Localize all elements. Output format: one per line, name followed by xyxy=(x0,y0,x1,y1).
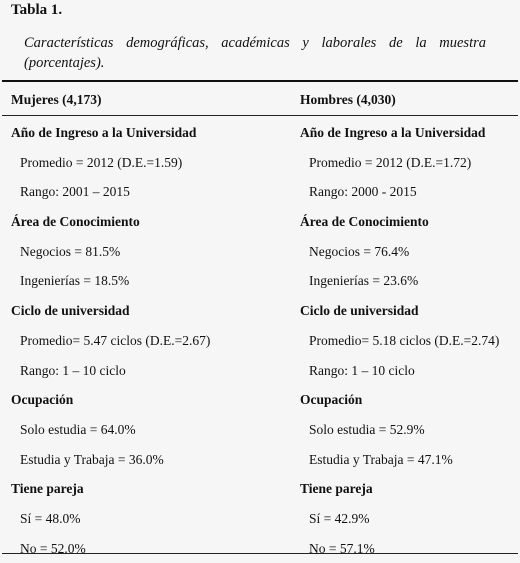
table-cell: Promedio = 2012 (D.E.=1.59) xyxy=(20,154,183,170)
column-header-women: Mujeres (4,173) xyxy=(11,92,102,107)
section-heading: Tiene pareja xyxy=(11,481,84,497)
top-rule xyxy=(2,80,518,82)
bottom-rule xyxy=(2,553,518,554)
column-women xyxy=(11,118,210,563)
section-heading: Año de Ingreso a la Universidad xyxy=(300,125,486,140)
table-cell: Promedio= 5.47 ciclos (D.E.=2.67) xyxy=(20,332,211,348)
table-cell: Estudia y Trabaja = 47.1% xyxy=(309,451,453,467)
table-cell: Rango: 2000 - 2015 xyxy=(309,184,417,200)
table-cell: Rango: 2001 – 2015 xyxy=(20,184,130,200)
table-cell: Solo estudia = 64.0% xyxy=(20,421,136,437)
table-cell: Rango: 1 – 10 ciclo xyxy=(309,362,415,378)
table-cell: Negocios = 81.5% xyxy=(20,243,121,259)
section-heading: Ciclo de universidad xyxy=(11,303,130,319)
section-heading: Tiene pareja xyxy=(300,481,373,497)
table-cell: Estudia y Trabaja = 36.0% xyxy=(20,451,164,467)
table-cell: Sí = 48.0% xyxy=(20,510,81,526)
column-men xyxy=(300,118,499,563)
table-cell: No = 57.1% xyxy=(309,540,375,556)
table-cell: Solo estudia = 52.9% xyxy=(309,421,425,437)
table-cell: No = 52.0% xyxy=(20,540,86,556)
table-cell: Ingenierías = 18.5% xyxy=(20,273,130,289)
table-cell: Ingenierías = 23.6% xyxy=(309,273,419,289)
table-cell: Promedio= 5.18 ciclos (D.E.=2.74) xyxy=(309,332,500,348)
section-heading: Ocupación xyxy=(300,392,363,408)
table-caption: Características demográficas, académicas y laborales de la muestra (porcentajes). xyxy=(24,35,486,71)
section-heading: Ciclo de universidad xyxy=(300,303,419,319)
table-cell: Rango: 1 – 10 ciclo xyxy=(20,362,126,378)
table-cell: Negocios = 76.4% xyxy=(309,243,410,259)
header-rule xyxy=(2,115,518,116)
section-heading: Año de Ingreso a la Universidad xyxy=(11,125,197,140)
section-heading: Área de Conocimiento xyxy=(11,214,140,230)
table-cell: Promedio = 2012 (D.E.=1.72) xyxy=(309,154,472,170)
column-header-men: Hombres (4,030) xyxy=(300,92,396,107)
section-heading: Ocupación xyxy=(11,392,74,408)
section-heading: Área de Conocimiento xyxy=(300,214,429,230)
table-label: Tabla 1. xyxy=(11,2,63,18)
table-cell: Sí = 42.9% xyxy=(309,510,370,526)
